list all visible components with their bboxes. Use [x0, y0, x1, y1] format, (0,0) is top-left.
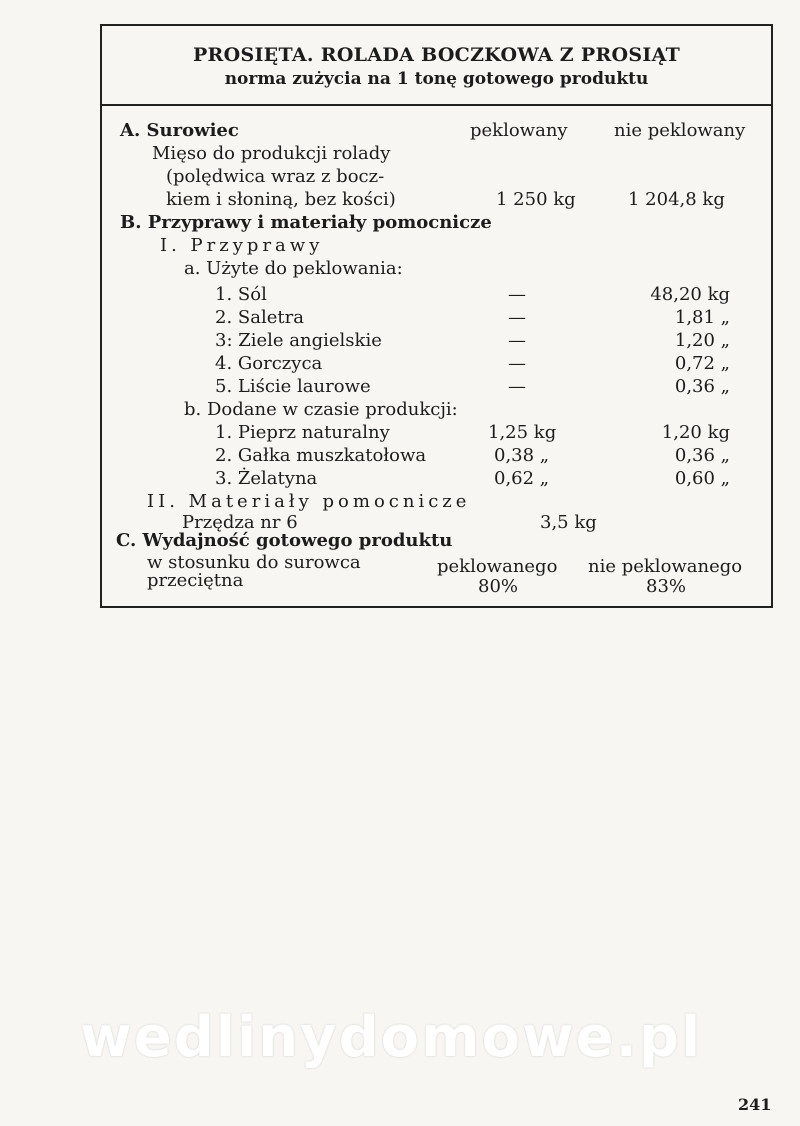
- production-item-cured: 0,38 „: [494, 445, 550, 466]
- section-a-line-1: Mięso do produkcji rolady: [152, 143, 391, 164]
- header-divider: [100, 104, 773, 106]
- curing-item-uncured: 1,20 „: [674, 330, 730, 351]
- section-a-line-3: kiem i słoniną, bez kości): [166, 189, 396, 210]
- curing-item-cured: —: [508, 376, 526, 397]
- curing-item-name: 1. Sól: [215, 284, 267, 305]
- section-a-label: A. Surowiec: [120, 120, 239, 141]
- page-number: 241: [738, 1095, 772, 1114]
- section-a-cured-value: 1 250 kg: [496, 189, 576, 210]
- production-item-name: 2. Gałka muszkatołowa: [215, 445, 427, 466]
- curing-item-cured: —: [508, 307, 526, 328]
- production-item-name: 1. Pieprz naturalny: [215, 422, 390, 443]
- curing-item-name: 3: Ziele angielskie: [215, 330, 382, 351]
- yield-value-cured: 80%: [478, 576, 519, 597]
- page-title: PROSIĘTA. ROLADA BOCZKOWA Z PROSIĄT: [192, 44, 681, 66]
- yield-header-uncured: nie peklowanego: [588, 556, 743, 577]
- watermark-text: wedlinydomowe.pl: [80, 1005, 703, 1070]
- production-item-uncured: 0,60 „: [674, 468, 730, 489]
- curing-item-uncured: 1,81 „: [674, 307, 730, 328]
- page-subtitle: norma zużycia na 1 tonę gotowego produktu: [224, 69, 649, 89]
- section-a-line-2: (polędwica wraz z bocz-: [166, 166, 385, 187]
- section-b-label: B. Przyprawy i materiały pomocnicze: [120, 212, 492, 233]
- curing-item-uncured: 48,20 kg: [650, 284, 730, 305]
- production-item-cured: 1,25 kg: [488, 422, 557, 443]
- curing-label: a. Użyte do peklowania:: [184, 258, 403, 279]
- section-c-line-2: przeciętna: [147, 570, 244, 591]
- curing-item-cured: —: [508, 353, 526, 374]
- curing-item-name: 2. Saletra: [215, 307, 304, 328]
- production-item-uncured: 0,36 „: [674, 445, 730, 466]
- column-header-cured: peklowany: [470, 120, 568, 141]
- curing-item-uncured: 0,72 „: [674, 353, 730, 374]
- twine-value: 3,5 kg: [540, 512, 597, 533]
- curing-item-cured: —: [508, 284, 526, 305]
- twine-name: Przędza nr 6: [182, 512, 298, 533]
- section-c-line-1: w stosunku do surowca: [147, 552, 361, 573]
- column-header-uncured: nie peklowany: [614, 120, 746, 141]
- yield-header-cured: peklowanego: [437, 556, 558, 577]
- curing-item-uncured: 0,36 „: [674, 376, 730, 397]
- production-item-cured: 0,62 „: [494, 468, 550, 489]
- production-item-name: 3. Żelatyna: [215, 468, 318, 489]
- aux-materials-label: II. Materiały pomocnicze: [147, 491, 471, 512]
- section-c-label: C. Wydajność gotowego produktu: [116, 530, 453, 551]
- production-item-uncured: 1,20 kg: [661, 422, 730, 443]
- production-label: b. Dodane w czasie produkcji:: [184, 399, 458, 420]
- spices-label: I. Przyprawy: [160, 235, 324, 256]
- section-a-uncured-value: 1 204,8 kg: [628, 189, 725, 210]
- curing-item-name: 4. Gorczyca: [215, 353, 323, 374]
- curing-item-name: 5. Liście laurowe: [215, 376, 371, 397]
- yield-value-uncured: 83%: [646, 576, 687, 597]
- curing-item-cured: —: [508, 330, 526, 351]
